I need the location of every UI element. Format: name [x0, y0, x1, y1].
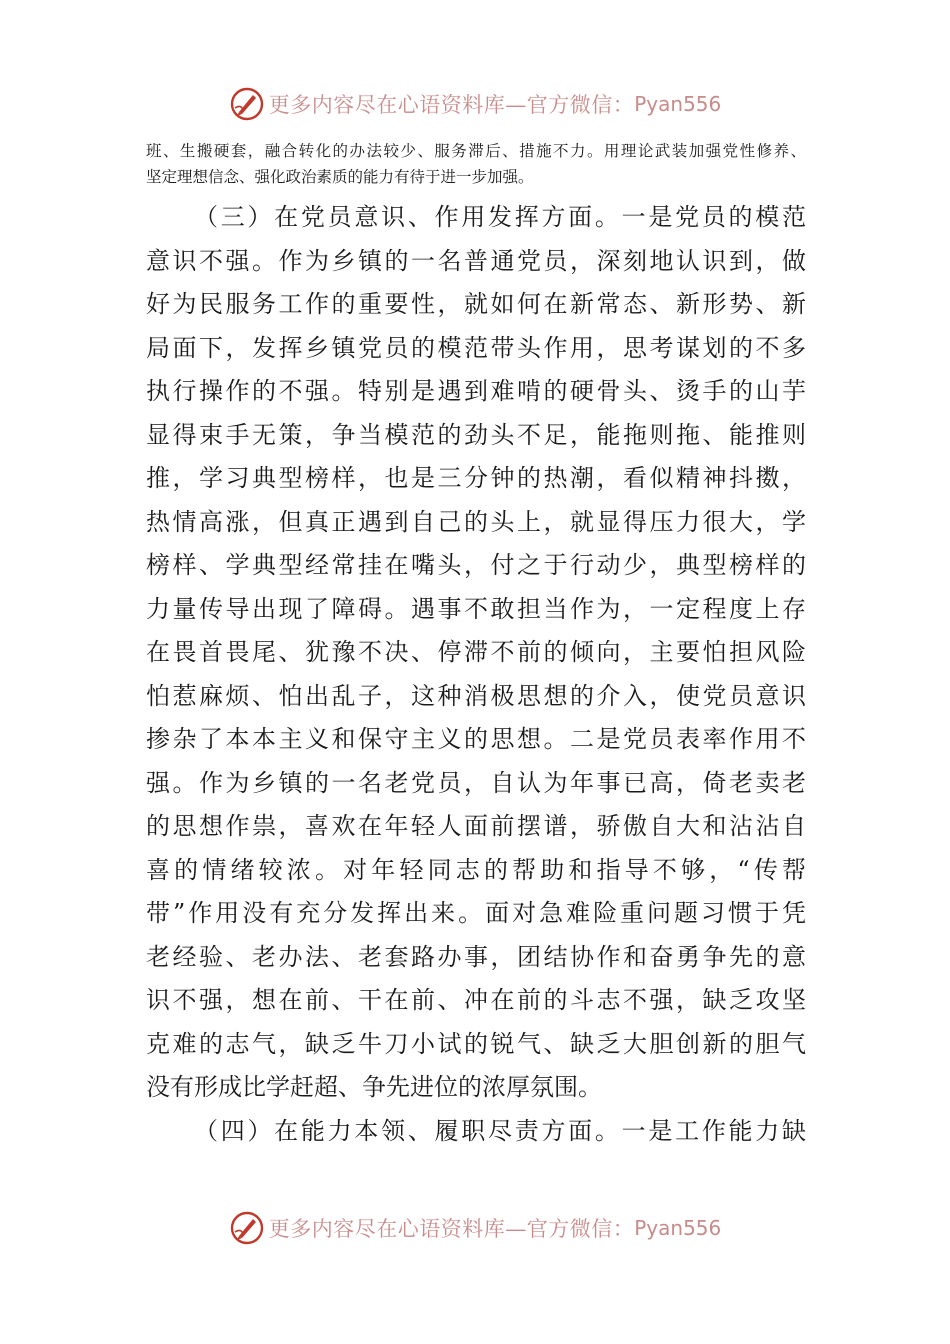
body-line: （四）在能力本领、履职尽责方面。一是工作能力缺	[194, 1116, 806, 1145]
body-line: 带”作用没有充分发挥出来。面对急难险重问题习惯于凭	[146, 899, 806, 927]
body-line: 克难的志气，缺乏牛刀小试的锐气、缺乏大胆创新的胆气	[146, 1029, 806, 1058]
intro-line: 班、生搬硬套，融合转化的办法较少、服务滞后、措施不力。用理论武装加强党性修养、	[146, 142, 806, 160]
body-line: （三）在党员意识、作用发挥方面。一是党员的模范	[194, 203, 806, 231]
body-line: 执行操作的不强。特别是遇到难啃的硬骨头、烫手的山芋	[146, 377, 806, 405]
body-line: 喜的情绪较浓。对年轻同志的帮助和指导不够，“传帮	[146, 855, 806, 884]
banner-wechat-id: Pyan556	[634, 1216, 722, 1240]
body-line: 的思想作祟，喜欢在年轻人面前摆谱，骄傲自大和沾沾自	[146, 812, 806, 840]
body-line: 怕惹麻烦、怕出乱子，这种消极思想的介入，使党员意识	[146, 681, 806, 710]
footer-banner	[0, 1208, 950, 1248]
body-line: 局面下，发挥乡镇党员的模范带头作用，思考谋划的不多	[146, 333, 806, 362]
body-line: 掺杂了本本主义和保守主义的思想。二是党员表率作用不	[146, 725, 806, 753]
pen-logo-icon	[229, 86, 265, 122]
body-line: 显得束手无策，争当模范的劲头不足，能拖则拖、能推则	[146, 420, 806, 449]
body-line: 推，学习典型榜样，也是三分钟的热潮，看似精神抖擞，	[146, 464, 806, 492]
intro-paragraph	[146, 138, 806, 190]
pen-logo-icon	[229, 1210, 265, 1246]
banner-text: 更多内容尽在心语资料库—官方微信：	[268, 93, 635, 117]
body-text	[146, 196, 806, 1153]
body-line: 识不强，想在前、干在前、冲在前的斗志不强，缺乏攻坚	[146, 986, 806, 1014]
body-line: 热情高涨，但真正遇到自己的头上，就显得压力很大，学	[146, 507, 806, 536]
body-line: 意识不强。作为乡镇的一名普通党员，深刻地认识到，做	[146, 246, 806, 275]
body-line: 强。作为乡镇的一名老党员，自认为年事已高，倚老卖老	[146, 768, 806, 797]
body-line: 力量传导出现了障碍。遇事不敢担当作为，一定程度上存	[146, 594, 806, 623]
banner-wechat-id: Pyan556	[634, 92, 722, 116]
body-line: 好为民服务工作的重要性，就如何在新常态、新形势、新	[146, 290, 806, 318]
body-line: 没有形成比学赶超、争先进位的浓厚氛围。	[146, 1073, 602, 1101]
header-banner	[0, 84, 950, 124]
intro-line: 坚定理想信念、强化政治素质的能力有待于进一步加强。	[146, 168, 534, 186]
body-line: 老经验、老办法、老套路办事，团结协作和奋勇争先的意	[146, 942, 806, 971]
body-line: 榜样、学典型经常挂在嘴头，付之于行动少，典型榜样的	[146, 551, 806, 579]
body-line: 在畏首畏尾、犹豫不决、停滞不前的倾向，主要怕担风险	[146, 638, 806, 666]
banner-text: 更多内容尽在心语资料库—官方微信：	[268, 1217, 635, 1241]
